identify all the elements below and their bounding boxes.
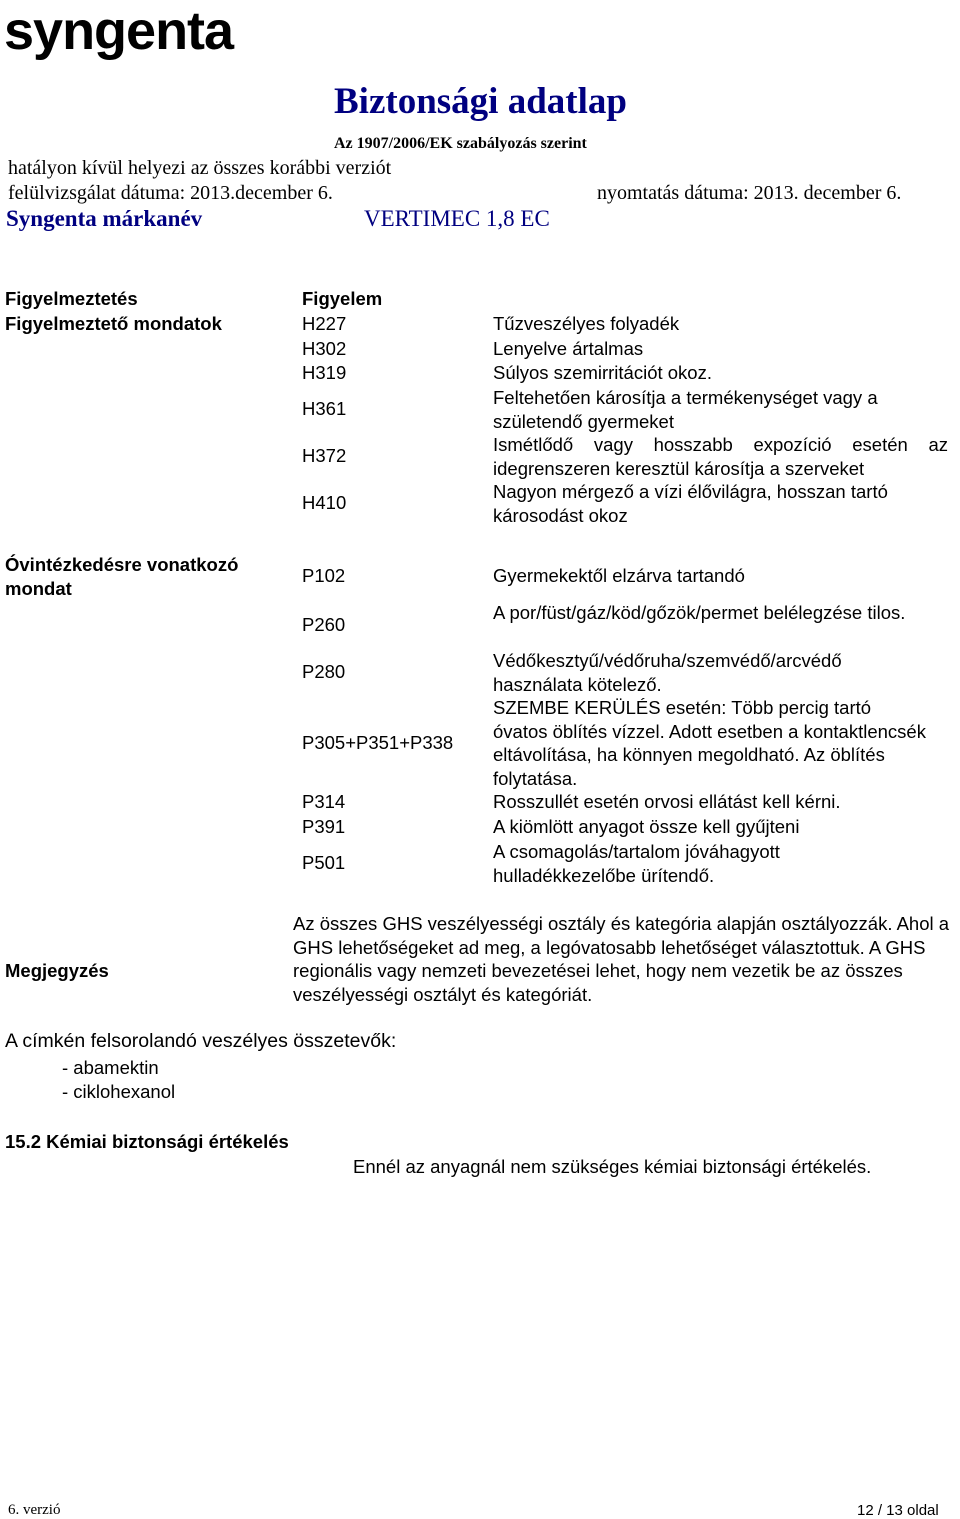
hazard-text: Tűzveszélyes folyadék — [493, 313, 680, 334]
precaution-text: Védőkesztyű/védőruha/szemvédő/arcvédő használata kötelező. — [493, 650, 842, 695]
brand-label: Syngenta márkanév — [6, 206, 203, 231]
regulation-line: Az 1907/2006/EK szabályozás szerint — [334, 135, 587, 152]
hazard-code: H410 — [302, 492, 347, 513]
hazard-text: Lenyelve ártalmas — [493, 338, 644, 359]
hazard-text: Feltehetően károsítja a termékenységet vagy a születendő gyermeket — [493, 387, 878, 432]
footer-version: 6. verzió — [8, 1502, 61, 1518]
component-item: - abamektin — [62, 1057, 159, 1078]
chem-safety-text: Ennél az anyagnál nem szükséges kémiai biztonsági értékelés. — [353, 1156, 872, 1177]
print-date: nyomtatás dátuma: 2013. december 6. — [597, 182, 902, 204]
hazard-statements-label: Figyelmeztető mondatok — [5, 313, 222, 334]
hazard-code: H319 — [302, 362, 347, 383]
precaution-code: P501 — [302, 852, 346, 873]
note-label: Megjegyzés — [5, 960, 109, 981]
precaution-code: P260 — [302, 614, 346, 635]
signal-word-label: Figyelmeztetés — [5, 288, 138, 309]
precaution-code: P280 — [302, 661, 346, 682]
component-item: - ciklohexanol — [62, 1081, 176, 1102]
precaution-code: P391 — [302, 816, 346, 837]
hazard-code: H372 — [302, 445, 347, 466]
precaution-code: P314 — [302, 791, 346, 812]
chem-safety-heading: 15.2 Kémiai biztonsági értékelés — [5, 1131, 289, 1152]
hazard-text: Súlyos szemirritációt okoz. — [493, 362, 712, 383]
revision-date: felülvizsgálat dátuma: 2013.december 6. — [8, 182, 333, 204]
components-heading: A címkén felsorolandó veszélyes összetevők: — [5, 1030, 397, 1052]
precaution-text: Gyermekektől elzárva tartandó — [493, 565, 745, 586]
syngenta-logo: syngenta — [4, 1, 234, 61]
hazard-text: Nagyon mérgező a vízi élővilágra, hosszan tartó károsodást okoz — [493, 481, 888, 526]
precaution-code: P102 — [302, 565, 346, 586]
precaution-text: A csomagolás/tartalom jóváhagyott hulladékkezelőbe ürítendő. — [493, 841, 780, 886]
precaution-code: P305+P351+P338 — [302, 732, 454, 753]
note-text: Az összes GHS veszélyességi osztály és kategória alapján osztályozzák. Ahol a GHS lehetőségeket ad meg, a legóvatosabb lehetőséget választottuk. A GHS regionális vagy nemzeti bevezetései lehet, hogy nem vezetik be az összes veszélyességi osztályt és kategóriát. — [293, 913, 950, 1005]
document-title: Biztonsági adatlap — [334, 81, 627, 122]
hazard-text: Ismétlődő vagy hosszabb expozíció esetén az idegrenszeren keresztül károsítja a szerveket — [493, 434, 948, 479]
precaution-text: A por/füst/gáz/köd/gőzök/permet belélegzése tilos. — [493, 602, 906, 623]
footer-page-number: 12 / 13 oldal — [857, 1502, 939, 1519]
product-name: VERTIMEC 1,8 EC — [364, 206, 550, 231]
precautionary-statements-label: Óvintézkedésre vonatkozó mondat — [5, 554, 239, 599]
supersedes-line: hatályon kívül helyezi az összes korábbi verziót — [8, 157, 392, 179]
hazard-code: H302 — [302, 338, 347, 359]
precaution-text: A kiömlött anyagot össze kell gyűjteni — [493, 816, 800, 837]
precaution-text: SZEMBE KERÜLÉS esetén: Több percig tartó óvatos öblítés vízzel. Adott esetben a kontaktlencsék eltávolítása, ha könnyen megoldható. Az öblítés folytatása. — [493, 697, 926, 789]
precaution-text: Rosszullét esetén orvosi ellátást kell kérni. — [493, 791, 841, 812]
signal-word-value: Figyelem — [302, 288, 383, 309]
hazard-code: H227 — [302, 313, 347, 334]
hazard-code: H361 — [302, 398, 347, 419]
